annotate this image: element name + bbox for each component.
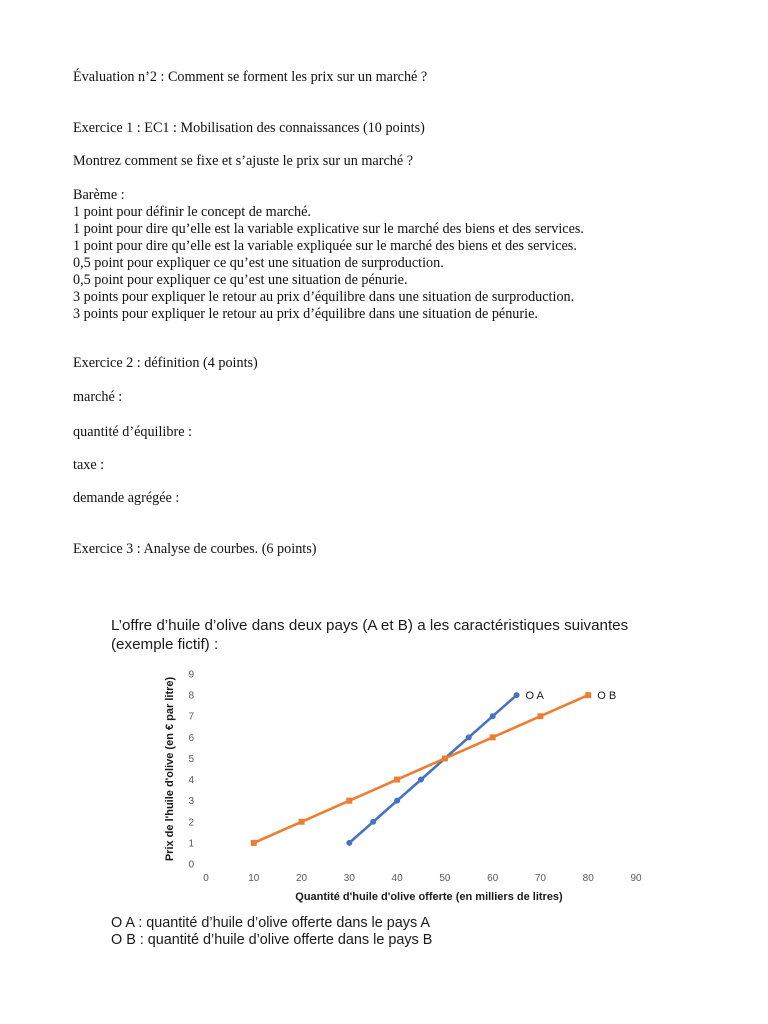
data-point-ob	[537, 713, 543, 719]
data-point-oa	[490, 713, 496, 719]
bareme-item: 1 point pour dire qu’elle est la variable expliquée sur le marché des biens et des services.	[73, 238, 577, 254]
bareme-item: 0,5 point pour expliquer ce qu’est une situation de surproduction.	[73, 255, 444, 271]
data-point-ob	[394, 777, 400, 783]
y-tick-label: 6	[188, 732, 194, 744]
y-tick-label: 3	[188, 796, 194, 808]
data-point-oa	[394, 798, 400, 804]
x-tick-label: 10	[248, 873, 260, 884]
figure-title-line-2: (exemple fictif) :	[111, 636, 219, 653]
x-tick-label: 90	[630, 873, 642, 884]
document-heading: Évaluation n’2 : Comment se forment les prix sur un marché ?	[73, 69, 428, 85]
x-tick-label: 20	[295, 873, 308, 884]
definition-term-quantite-equilibre: quantité d’équilibre :	[73, 424, 192, 440]
series-label-ob: O B	[597, 690, 617, 703]
y-tick-label: 7	[188, 711, 194, 723]
y-tick-label: 4	[188, 775, 194, 787]
definition-term-demande-agregee: demande agrégée :	[73, 490, 180, 506]
data-point-ob	[251, 840, 257, 846]
bareme-item: 1 point pour dire qu’elle est la variable explicative sur le marché des biens et des services.	[73, 221, 584, 237]
bareme-item: 1 point pour définir le concept de marché.	[73, 204, 311, 220]
exercise-2-title: Exercice 2 : définition (4 points)	[73, 355, 258, 371]
bareme-item: 3 points pour expliquer le retour au prix d’équilibre dans une situation de pénurie.	[73, 306, 538, 322]
legend-ob-caption: O B : quantité d’huile d’olive offerte dans le pays B	[111, 932, 433, 948]
x-tick-label: 70	[534, 873, 547, 884]
series-label-oa: O A	[525, 690, 544, 703]
x-tick-label: 60	[487, 873, 499, 884]
legend-oa-caption: O A : quantité d’huile d’olive offerte dans le pays A	[111, 915, 430, 931]
data-point-ob	[490, 734, 496, 740]
x-tick-label: 30	[343, 873, 355, 884]
exercise-1-question: Montrez comment se fixe et s’ajuste le prix sur un marché ?	[73, 153, 413, 169]
data-point-ob	[585, 692, 591, 698]
y-tick-label: 1	[188, 838, 194, 850]
supply-figure	[108, 612, 668, 957]
bareme-item: 3 points pour expliquer le retour au prix d’équilibre dans une situation de surproduction.	[73, 289, 575, 305]
definition-term-taxe: taxe :	[73, 457, 105, 473]
bareme-item: 0,5 point pour expliquer ce qu’est une situation de pénurie.	[73, 272, 408, 288]
data-point-ob	[442, 755, 448, 761]
data-point-oa	[418, 777, 424, 783]
x-tick-label: 80	[582, 873, 594, 884]
data-point-ob	[299, 819, 305, 825]
bareme-title: Barème :	[73, 187, 125, 203]
data-point-ob	[346, 798, 352, 804]
data-point-oa	[514, 692, 520, 698]
y-tick-label: 9	[188, 669, 194, 681]
y-tick-label: 0	[188, 859, 194, 871]
x-tick-label: 0	[203, 873, 209, 884]
y-tick-label: 8	[188, 690, 194, 702]
supply-line-chart	[160, 664, 700, 912]
data-point-oa	[346, 840, 352, 846]
y-axis-title: Prix de l'huile d'olive (en € par litre)	[164, 676, 176, 862]
x-tick-label: 40	[391, 873, 403, 884]
y-tick-label: 5	[188, 753, 194, 765]
data-point-oa	[466, 734, 472, 740]
figure-title	[111, 616, 628, 654]
exercise-3-title: Exercice 3 : Analyse de courbes. (6 points)	[73, 541, 317, 557]
exercise-1-title: Exercice 1 : EC1 : Mobilisation des connaissances (10 points)	[73, 120, 425, 136]
x-axis-title: Quantité d'huile d'olive offerte (en milliers de litres)	[295, 891, 563, 903]
definition-term-marche: marché :	[73, 389, 123, 405]
data-point-oa	[370, 819, 376, 825]
y-tick-label: 2	[188, 817, 194, 829]
x-tick-label: 50	[439, 873, 451, 884]
figure-title-line-1: L’offre d’huile d’olive dans deux pays (A et B) a les caractéristiques suivantes	[111, 617, 629, 634]
